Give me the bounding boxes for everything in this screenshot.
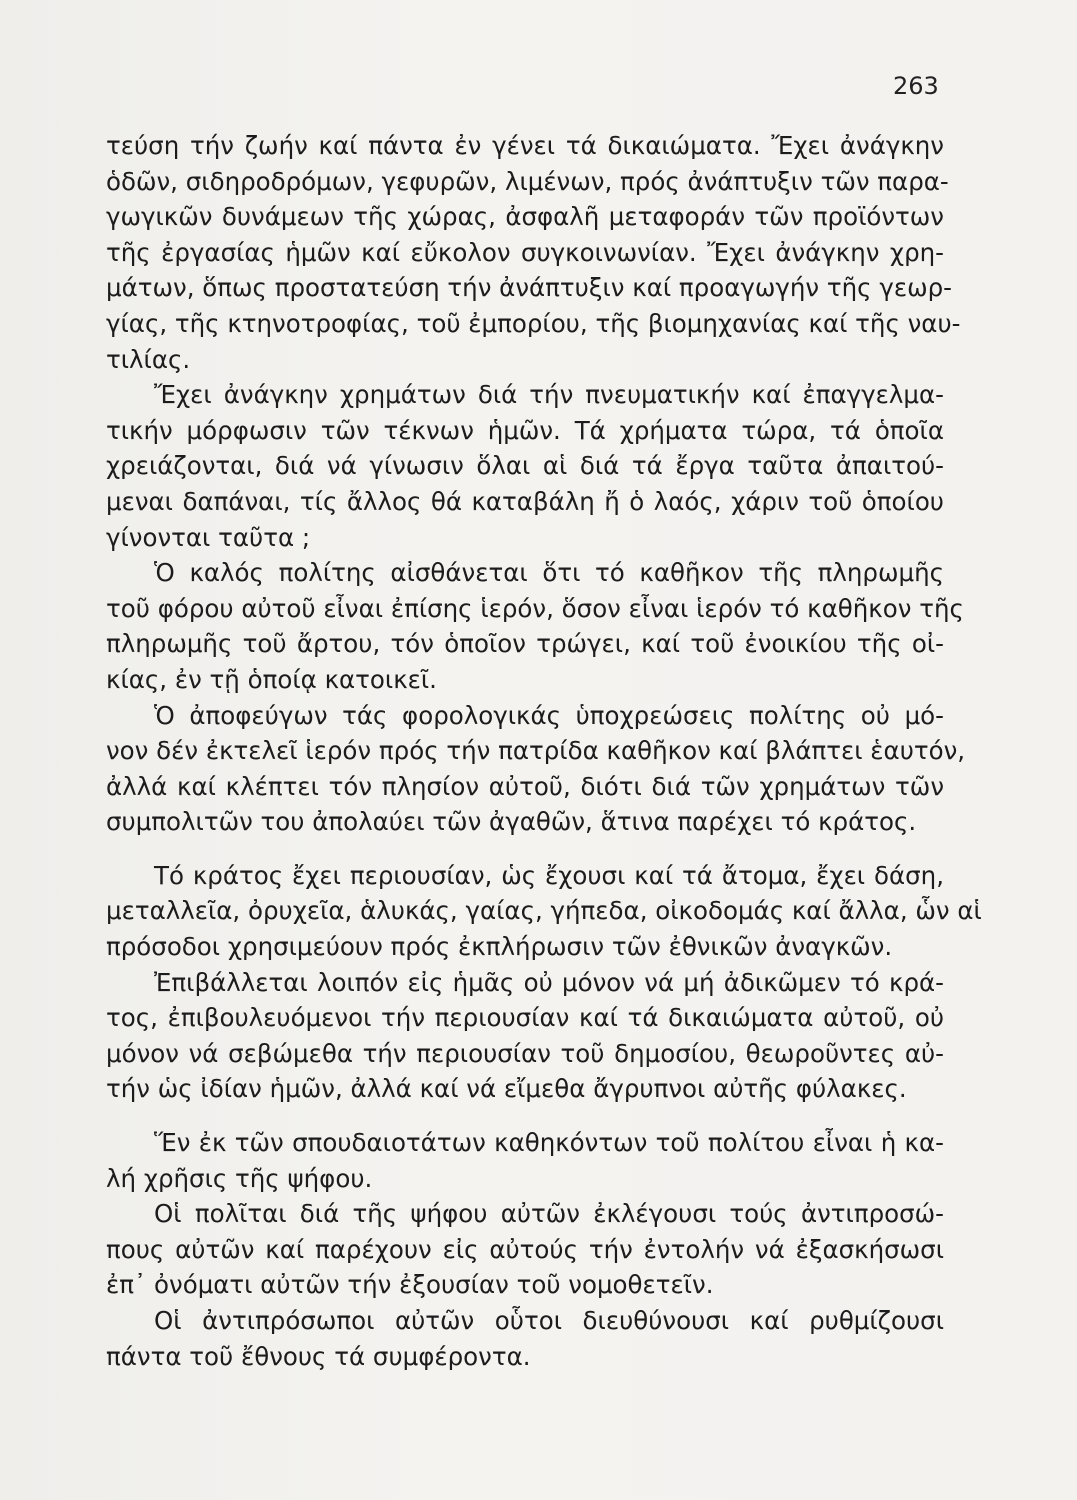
paragraph [106, 1125, 944, 1196]
text-line: λή χρῆσις τῆς ψήφου. [106, 1163, 373, 1193]
text-line: μάτων, ὅπως προστατεύση τήν ἀνάπτυξιν καί προαγωγήν τῆς γεωρ- [106, 273, 952, 303]
text-line: ἀλλά καί κλέπτει τόν πλησίον αὐτοῦ, διότι διά τῶν χρημάτων τῶν [106, 771, 944, 801]
text-line: πους αὐτῶν καί παρέχουν εἰς αὐτούς τήν ἐντολήν νά ἐξασκήσωσι [106, 1234, 944, 1264]
paragraph [106, 965, 944, 1107]
text-line: μεταλλεῖα, ὀρυχεῖα, ἁλυκάς, γαίας, γήπεδα, οἰκοδομάς καί ἄλλα, ὧν αἱ [106, 896, 982, 926]
text-line: Ἕν ἐκ τῶν σπουδαιοτάτων καθηκόντων τοῦ πολίτου εἶναι ἡ κα- [154, 1128, 944, 1158]
text-line: μεναι δαπάναι, τίς ἄλλος θά καταβάλη ἤ ὁ λαός, χάριν τοῦ ὁποίου [106, 486, 944, 516]
text-line: νον δέν ἐκτελεῖ ἱερόν πρός τήν πατρίδα καθῆκον καί βλάπτει ἑαυτόν, [106, 736, 966, 766]
paragraph [106, 555, 964, 697]
text-line: γίνονται ταῦτα ; [106, 522, 311, 552]
paragraph [106, 698, 966, 840]
paragraph [106, 128, 961, 377]
text-line: Οἱ ἀντιπρόσωποι αὐτῶν οὗτοι διευθύνουσι καί ρυθμίζουσι [154, 1306, 944, 1335]
paragraph-gap [106, 1107, 944, 1125]
text-line: μόνον νά σεβώμεθα τήν περιουσίαν τοῦ δημοσίου, θεωροῦντες αὐ- [106, 1038, 944, 1068]
text-line: τιλίας. [106, 344, 191, 374]
text-line: ὁδῶν, σιδηροδρόμων, γεφυρῶν, λιμένων, πρός ἀνάπτυξιν τῶν παρα- [106, 166, 949, 196]
text-line: τήν ὡς ἰδίαν ἡμῶν, ἀλλά καί νά εἴμεθα ἄγρυπνοι αὐτῆς φύλακες. [106, 1074, 907, 1104]
text-line: ἐπ᾽ ὀνόματι αὐτῶν τήν ἐξουσίαν τοῦ νομοθετεῖν. [106, 1270, 714, 1300]
page-number: 263 [893, 72, 939, 100]
text-line: γωγικῶν δυνάμεων τῆς χώρας, ἀσφαλῆ μεταφοράν τῶν προϊόντων [106, 202, 944, 232]
text-line: τος, ἐπιβουλευόμενοι τήν περιουσίαν καί τά δικαιώματα αὐτοῦ, οὐ [106, 1003, 944, 1033]
text-line: Ὁ ἀποφεύγων τάς φορολογικάς ὑποχρεώσεις πολίτης οὐ μό- [154, 700, 944, 730]
text-line: πάντα τοῦ ἔθνους τά συμφέροντα. [106, 1341, 531, 1371]
body-text [106, 128, 982, 1374]
text-line: τεύση τήν ζωήν καί πάντα ἐν γένει τά δικαιώματα. Ἔχει ἀνάγκην [106, 131, 944, 160]
text-line: τοῦ φόρου αὐτοῦ εἶναι ἐπίσης ἱερόν, ὅσον εἶναι ἱερόν τό καθῆκον τῆς [106, 593, 964, 623]
paragraph [106, 1303, 944, 1374]
text-line: πρόσοδοι χρησιμεύουν πρός ἐκπλήρωσιν τῶν ἐθνικῶν ἀναγκῶν. [106, 932, 893, 962]
paragraph [106, 1196, 944, 1303]
text-line: Ἔχει ἀνάγκην χρημάτων διά τήν πνευματικήν καί ἐπαγγελμα- [154, 380, 944, 410]
text-line: συμπολιτῶν του ἀπολαύει τῶν ἀγαθῶν, ἅτινα παρέχει τό κράτος. [106, 807, 917, 837]
text-line: τικήν μόρφωσιν τῶν τέκνων ἡμῶν. Τά χρήματα τώρα, τά ὁποῖα [106, 415, 944, 445]
paragraph [106, 377, 944, 555]
text-line: Ὁ καλός πολίτης αἰσθάνεται ὅτι τό καθῆκον τῆς πληρωμῆς [154, 558, 944, 588]
text-line: Ἐπιβάλλεται λοιπόν εἰς ἡμᾶς οὐ μόνον νά μή ἀδικῶμεν τό κρά- [154, 967, 944, 997]
text-line: Τό κράτος ἔχει περιουσίαν, ὡς ἔχουσι καί τά ἄτομα, ἔχει δάση, [154, 860, 944, 890]
text-line: κίας, ἐν τῇ ὁποίᾳ κατοικεῖ. [106, 664, 437, 694]
text-line: πληρωμῆς τοῦ ἄρτου, τόν ὁποῖον τρώγει, καί τοῦ ἐνοικίου τῆς οἰ- [106, 629, 944, 659]
text-line: τῆς ἐργασίας ἡμῶν καί εὔκολον συγκοινωνίαν. Ἔχει ἀνάγκην χρη- [106, 237, 944, 267]
paragraph-gap [106, 840, 944, 858]
text-line: Οἱ πολῖται διά τῆς ψήφου αὐτῶν ἐκλέγουσι τούς ἀντιπροσώ- [154, 1199, 944, 1229]
text-line: χρειάζονται, διά νά γίνωσιν ὅλαι αἱ διά τά ἔργα ταῦτα ἀπαιτού- [106, 451, 944, 481]
paragraph [106, 858, 982, 965]
text-line: γίας, τῆς κτηνοτροφίας, τοῦ ἐμπορίου, τῆς βιομηχανίας καί τῆς ναυ- [106, 308, 961, 338]
